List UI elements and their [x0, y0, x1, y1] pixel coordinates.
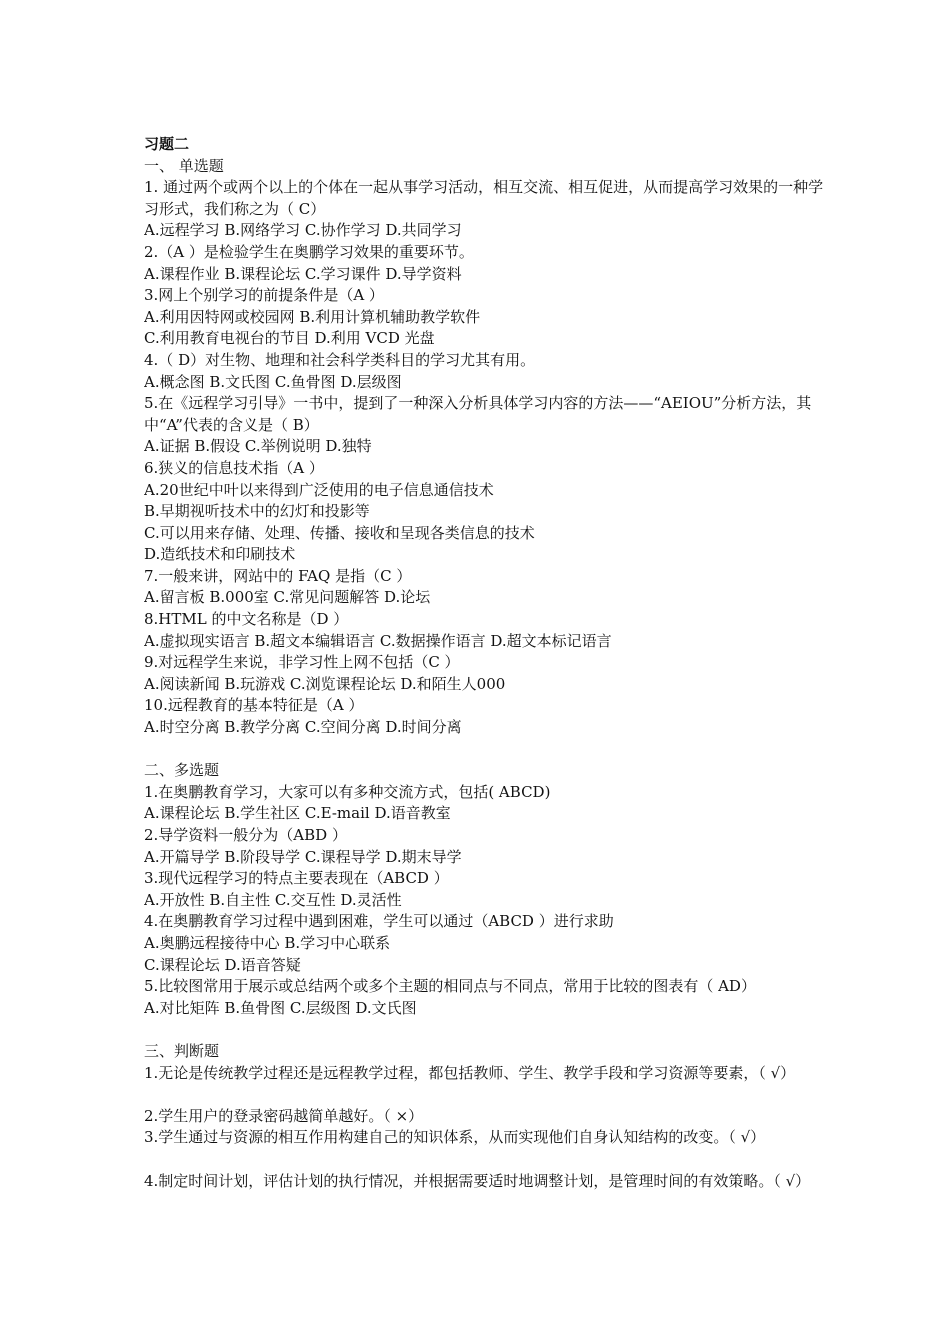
question-text: 10.远程教育的基本特征是（A ） [144, 696, 364, 715]
question-text: 1.在奥鹏教育学习，大家可以有多种交流方式，包括( ABCD) [144, 782, 551, 801]
question-text: 8.HTML 的中文名称是（D ） [144, 610, 349, 629]
spacer [144, 1019, 834, 1041]
question-options: A.20世纪中叶以来得到广泛使用的电子信息通信技术 [144, 480, 494, 499]
question-text: 4.（ D）对生物、地理和社会科学类科目的学习尤其有用。 [144, 350, 536, 369]
question-options: B.早期视听技术中的幻灯和投影等 [144, 502, 370, 521]
question-options: C.利用教育电视台的节目 D.利用 VCD 光盘 [144, 329, 435, 348]
question-options: A.证据 B.假设 C.举例说明 D.独特 [144, 437, 372, 456]
question-options: C.课程论坛 D.语音答疑 [144, 955, 301, 974]
question-text: 5.在《远程学习引导》一书中，提到了一种深入分析具体学习内容的方法——“AEIOU”分析方法，其中“A”代表的含义是（ B） [144, 394, 812, 434]
question-options: C.可以用来存储、处理、传播、接收和呈现各类信息的技术 [144, 523, 535, 542]
question-options: A.留言板 B.000室 C.常见问题解答 D.论坛 [144, 588, 431, 607]
question-text: 1.无论是传统教学过程还是远程教学过程，都包括教师、学生、教学手段和学习资源等要素，（ √） [144, 1063, 796, 1082]
question-options: D.造纸技术和印刷技术 [144, 545, 296, 564]
spacer [144, 739, 834, 761]
question-options: A.概念图 B.文氏图 C.鱼骨图 D.层级图 [144, 372, 402, 391]
question-options: A.虚拟现实语言 B.超文本编辑语言 C.数据操作语言 D.超文本标记语言 [144, 631, 612, 650]
question-text: 2.学生用户的登录密码越简单越好。（ ×） [144, 1106, 424, 1125]
question-text: 6.狭义的信息技术指（A ） [144, 458, 324, 477]
section-heading: 三、判断题 [144, 1041, 220, 1060]
question-options: A.开放性 B.自主性 C.交互性 D.灵活性 [144, 890, 402, 909]
question-text: 3.学生通过与资源的相互作用构建自己的知识体系，从而实现他们自身认知结构的改变。（ √） [144, 1128, 766, 1147]
question-text: 3.网上个别学习的前提条件是（A ） [144, 286, 384, 305]
question-text: 3.现代远程学习的特点主要表现在（ABCD ） [144, 869, 449, 888]
question-options: A.课程作业 B.课程论坛 C.学习课件 D.导学资料 [144, 264, 462, 283]
question-text: 1. 通过两个或两个以上的个体在一起从事学习活动，相互交流、相互促进，从而提高学习效果的一种学习形式，我们称之为（ C） [144, 178, 824, 218]
spacer [144, 1149, 834, 1171]
question-text: 5.比较图常用于展示或总结两个或多个主题的相同点与不同点，常用于比较的图表有（ AD） [144, 977, 756, 996]
question-options: A.奥鹏远程接待中心 B.学习中心联系 [144, 933, 391, 952]
question-text: 9.对远程学生来说，非学习性上网不包括（C ） [144, 653, 460, 672]
question-text: 2.导学资料一般分为（ABD ） [144, 826, 347, 844]
question-options: A.对比矩阵 B.鱼骨图 C.层级图 D.文氏图 [144, 998, 417, 1017]
document-title: 习题二 [144, 135, 190, 153]
question-text: 7.一般来讲，网站中的 FAQ 是指（C ） [144, 566, 412, 585]
question-options: A.时空分离 B.教学分离 C.空间分离 D.时间分离 [144, 718, 462, 737]
question-text: 2.（A ）是检验学生在奥鹏学习效果的重要环节。 [144, 242, 474, 261]
section-heading: 二、多选题 [144, 761, 220, 780]
question-text: 4.在奥鹏教育学习过程中遇到困难，学生可以通过（ABCD ）进行求助 [144, 912, 614, 931]
question-options: A.远程学习 B.网络学习 C.协作学习 D.共同学习 [144, 221, 462, 240]
question-options: A.开篇导学 B.阶段导学 C.课程导学 D.期末导学 [144, 847, 462, 866]
spacer [144, 1084, 834, 1106]
document-content [144, 134, 834, 1192]
section-heading: 一、 单选题 [144, 156, 224, 175]
question-options: A.课程论坛 B.学生社区 C.E-mail D.语音教室 [144, 804, 451, 823]
question-text: 4.制定时间计划，评估计划的执行情况，并根据需要适时地调整计划，是管理时间的有效策略。（ √） [144, 1171, 811, 1190]
question-options: A.阅读新闻 B.玩游戏 C.浏览课程论坛 D.和陌生人000 [144, 674, 506, 693]
question-options: A.利用因特网或校园网 B.利用计算机辅助教学软件 [144, 307, 481, 326]
